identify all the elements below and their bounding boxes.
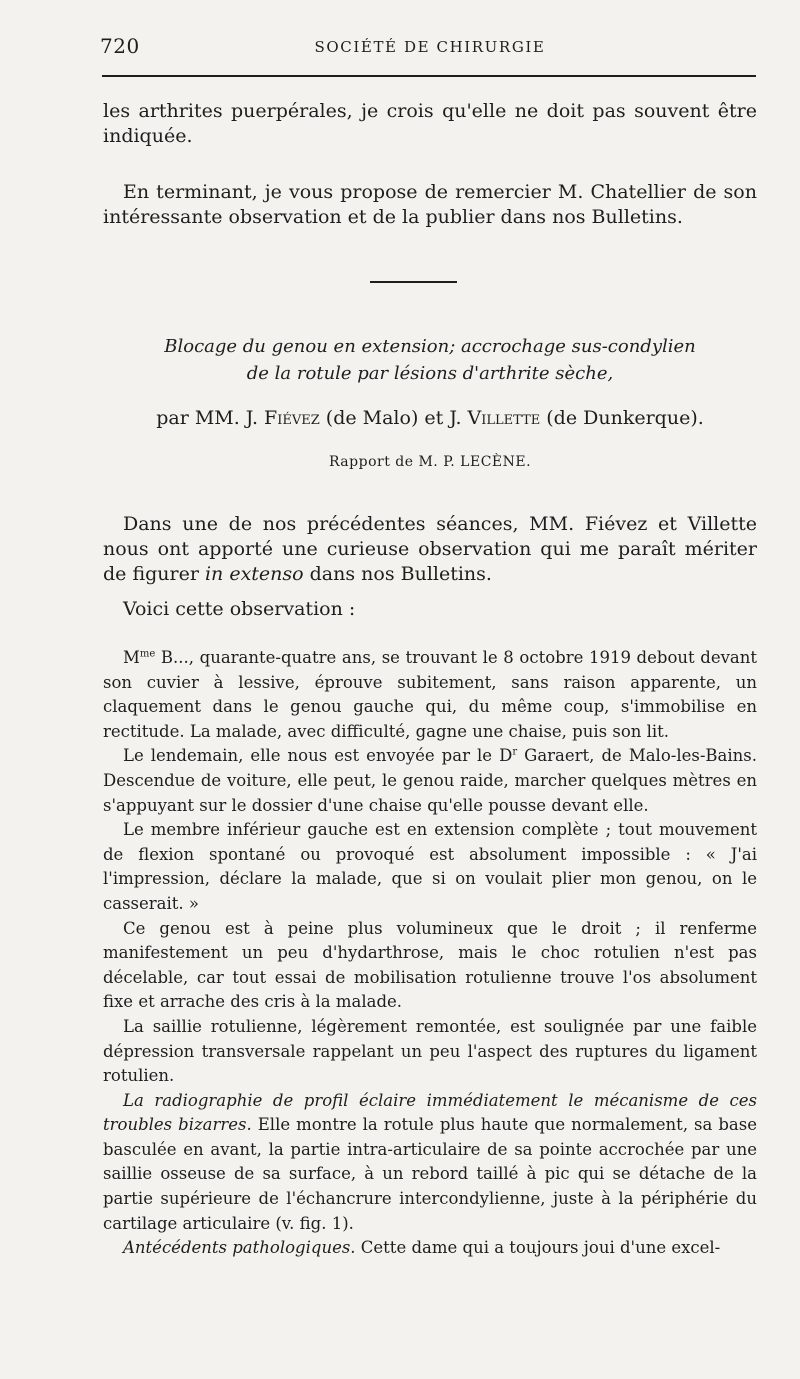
header-rule — [102, 75, 756, 77]
intro-text: les arthrites puerpérales, je crois qu'elle ne doit pas souvent être indiquée. — [103, 100, 757, 147]
page-header — [0, 0, 800, 90]
observation-paragraph-2 — [103, 744, 757, 818]
intro-paragraph — [103, 99, 757, 149]
author-1-place: (de Malo) et J. — [319, 407, 468, 429]
authors-prefix: par MM. J. — [156, 407, 265, 429]
obs-p7-text: Cette dame qui a toujours joui d'une excel- — [355, 1238, 721, 1258]
observation-paragraph-7 — [103, 1236, 757, 1261]
obs-p6-italic: La radiographie de profil éclaire immédiatement le mécanisme de ces troubles bizarres. — [103, 1090, 757, 1135]
lead2-text: Voici cette observation : — [123, 598, 356, 620]
lead-text-b: dans nos Bulletins. — [303, 563, 492, 585]
observation-paragraph-1 — [103, 646, 757, 744]
obs-p2-sup: r — [512, 746, 518, 758]
observation-paragraph-4: Ce genou est à peine plus volumineux que le droit ; il renferme manifestement un peu d'hydarthrose, mais le choc rotulien n'est pas décelable, car tout essai de mobilisation rotulienne trouve l'os absolument fixe et arrache des cris à la malade. — [103, 918, 757, 1012]
obs-p1-prefix: M — [123, 648, 140, 667]
lead-paragraph — [103, 512, 757, 587]
lead-text — [103, 512, 757, 587]
observation-paragraph-3: Le membre inférieur gauche est en extension complète ; tout mouvement de flexion spontané ou provoqué est absolument impossible : « J'ai l'impression, déclare la malade, que si on voulait plier mon genou, on le casserait. » — [103, 820, 757, 913]
obs-p1-sup: me — [139, 648, 156, 660]
lead-text-a: Dans une de nos précédentes séances, MM. Fiévez et Villette nous ont apporté une curieuse observation qui me paraît mériter de figurer — [103, 513, 757, 585]
closing-text: En terminant, je vous propose de remercier M. Chatellier de son intéressante observation et de la publier dans nos Bulletins. — [103, 181, 757, 228]
author-1-name: Fiévez — [264, 407, 320, 429]
observation-paragraph-5: La saillie rotulienne, légèrement remontée, est soulignée par une faible dépression transversale rappelant un peu l'aspect des ruptures du ligament rotulien. — [103, 1016, 757, 1086]
obs-p7-italic: Antécédents pathologiques. — [123, 1238, 356, 1258]
author-2-name: Villette — [467, 407, 541, 429]
report-byline: Rapport de M. P. LECÈNE. — [328, 454, 532, 470]
article-title — [103, 333, 757, 387]
article-title-line-1: Blocage du genou en extension; accrochage sus-condylien — [164, 336, 696, 357]
closing-paragraph — [103, 180, 757, 230]
lead-paragraph-2 — [103, 597, 757, 622]
article-title-line-2: de la rotule par lésions d'arthrite sèche, — [246, 363, 614, 384]
author-2-place: (de Dunkerque). — [540, 407, 704, 429]
running-head: SOCIÉTÉ DE CHIRURGIE — [314, 38, 546, 56]
obs-p1-text: B..., quarante-quatre ans, se trouvant le 8 octobre 1919 debout devant son cuvier à lessive, éprouve subitement, sans raison apparente, un claquement dans le genou gauche qui, du même coup, s'immobilise en rectitude. La malade, avec difficulté, gagne une chaise, puis son lit. — [103, 648, 757, 741]
observation-block — [103, 646, 757, 1261]
article-authors — [103, 406, 757, 430]
obs-p6-text: Elle montre la rotule plus haute que normalement, sa base basculée en avant, la partie intra-articulaire de sa pointe accrochée par une saillie osseuse de sa surface, à un rebord taillé à pic qui se détache de la partie supérieure de l'échancrure intercondylienne, juste à la périphérie du cartilage articulaire (v. fig. 1). — [103, 1115, 757, 1233]
observation-paragraph-6 — [103, 1089, 757, 1237]
obs-p2-a: Le lendemain, elle nous est envoyée par le D — [123, 746, 513, 766]
lead-text-italic: in extenso — [204, 563, 304, 585]
section-divider — [370, 281, 457, 283]
page-number: 720 — [100, 34, 140, 58]
obs-p2-b: Garaert, de Malo-les-Bains. Descendue de voiture, elle peut, le genou raide, marcher quelques mètres en s'appuyant sur le dossier d'une chaise qu'elle pousse devant elle. — [103, 746, 758, 815]
